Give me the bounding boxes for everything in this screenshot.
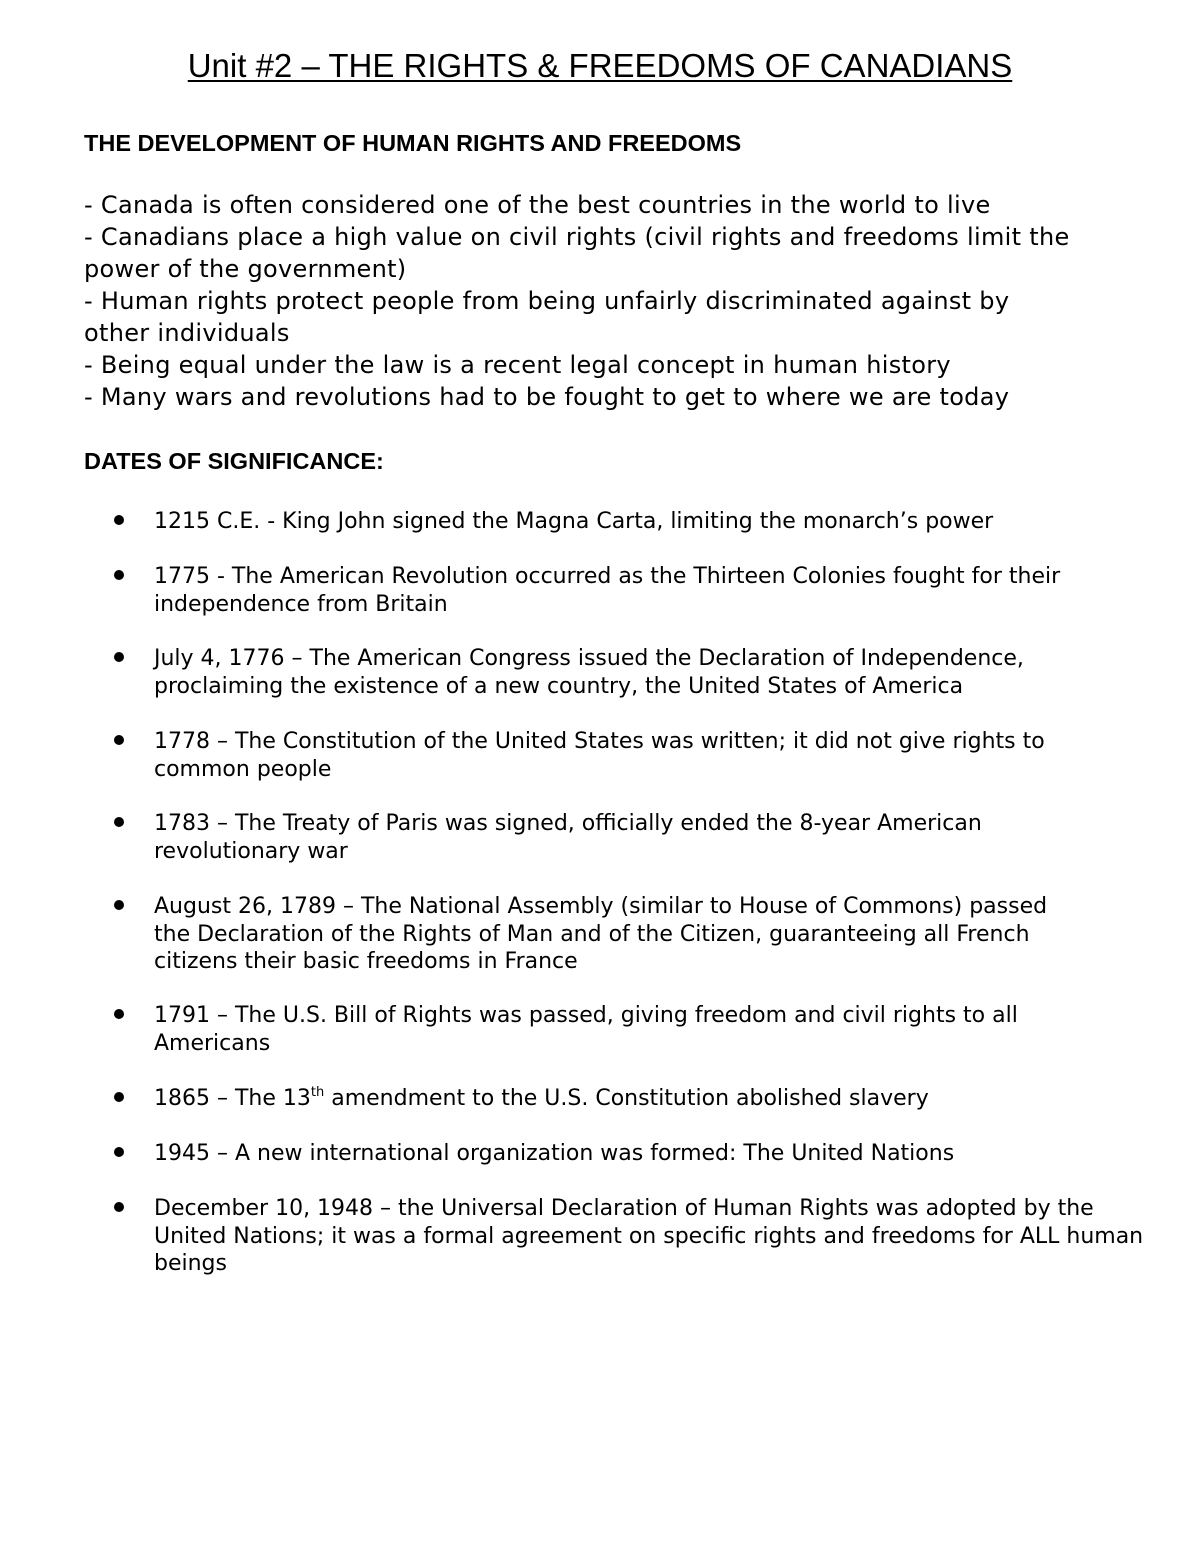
text-line: Americans: [154, 1030, 271, 1056]
text-line: revolutionary war: [154, 838, 348, 864]
text-line: common people: [154, 756, 332, 782]
text-fragment: amendment to the U.S. Constitution abolished slavery: [324, 1086, 929, 1111]
text-fragment: 1865 – The 13: [154, 1086, 311, 1111]
text-line: proclaiming the existence of a new country, the United States of America: [154, 673, 964, 699]
date-text: [154, 563, 1200, 618]
text-line: [154, 1085, 1200, 1113]
text-line: citizens their basic freedoms in France: [154, 949, 578, 974]
text-line: - Human rights protect people from being unfairly discriminated against by: [84, 287, 1010, 315]
bullet-icon: [114, 735, 124, 745]
date-text: [154, 810, 1200, 865]
date-text: [154, 645, 1200, 700]
text-line: - Canada is often considered one of the best countries in the world to live: [84, 191, 991, 219]
text-line: 1791 – The U.S. Bill of Rights was passed, giving freedom and civil rights to all: [154, 1003, 1018, 1028]
section-heading-development: THE DEVELOPMENT OF HUMAN RIGHTS AND FREEDOMS: [84, 130, 742, 156]
text-line: 1945 – A new international organization was formed: The United Nations: [154, 1141, 955, 1166]
bullet-icon: [114, 570, 124, 580]
bullet-icon: [114, 1092, 124, 1102]
text-line: December 10, 1948 – the Universal Declaration of Human Rights was adopted by the: [154, 1196, 1094, 1221]
text-line: - Many wars and revolutions had to be fought to get to where we are today: [84, 383, 1010, 411]
bullet-icon: [114, 515, 124, 525]
text-line: 1783 – The Treaty of Paris was signed, officially ended the 8-year American: [154, 811, 982, 836]
text-line: other individuals: [84, 319, 290, 347]
text-line: 1775 - The American Revolution occurred as the Thirteen Colonies fought for their: [154, 564, 1061, 589]
document-title: Unit #2 – THE RIGHTS & FREEDOMS OF CANADIANS: [187, 47, 1013, 84]
bullet-icon: [114, 817, 124, 827]
date-text: [154, 508, 1200, 536]
date-text: [154, 728, 1200, 783]
date-text: [154, 1195, 1200, 1278]
text-line: beings: [154, 1251, 227, 1276]
text-line: August 26, 1789 – The National Assembly (similar to House of Commons) passed: [154, 894, 1048, 919]
date-text: [154, 1140, 1200, 1168]
bullet-icon: [114, 900, 124, 910]
bullet-icon: [114, 1009, 124, 1019]
text-line: - Canadians place a high value on civil rights (civil rights and freedoms limit the: [84, 223, 1070, 251]
text-line: the Declaration of the Rights of Man and of the Citizen, guaranteeing all French: [154, 921, 1030, 947]
bullet-icon: [114, 1202, 124, 1212]
section-heading-dates: DATES OF SIGNIFICANCE:: [84, 448, 384, 474]
date-text: [154, 893, 1200, 976]
text-line: independence from Britain: [154, 591, 448, 617]
text-line: 1215 C.E. - King John signed the Magna Carta, limiting the monarch’s power: [154, 509, 994, 534]
date-text: [154, 1002, 1200, 1057]
text-line: 1778 – The Constitution of the United States was written; it did not give rights to: [154, 729, 1045, 754]
bullet-icon: [114, 1147, 124, 1157]
text-line: power of the government): [84, 255, 407, 283]
text-line: July 4, 1776 – The American Congress issued the Declaration of Independence,: [154, 646, 1024, 671]
date-text: [154, 1085, 1200, 1113]
text-line: - Being equal under the law is a recent legal concept in human history: [84, 351, 951, 379]
text-line: United Nations; it was a formal agreement on specific rights and freedoms for ALL human: [154, 1223, 1144, 1249]
bullet-icon: [114, 652, 124, 662]
superscript: th: [310, 1085, 325, 1100]
